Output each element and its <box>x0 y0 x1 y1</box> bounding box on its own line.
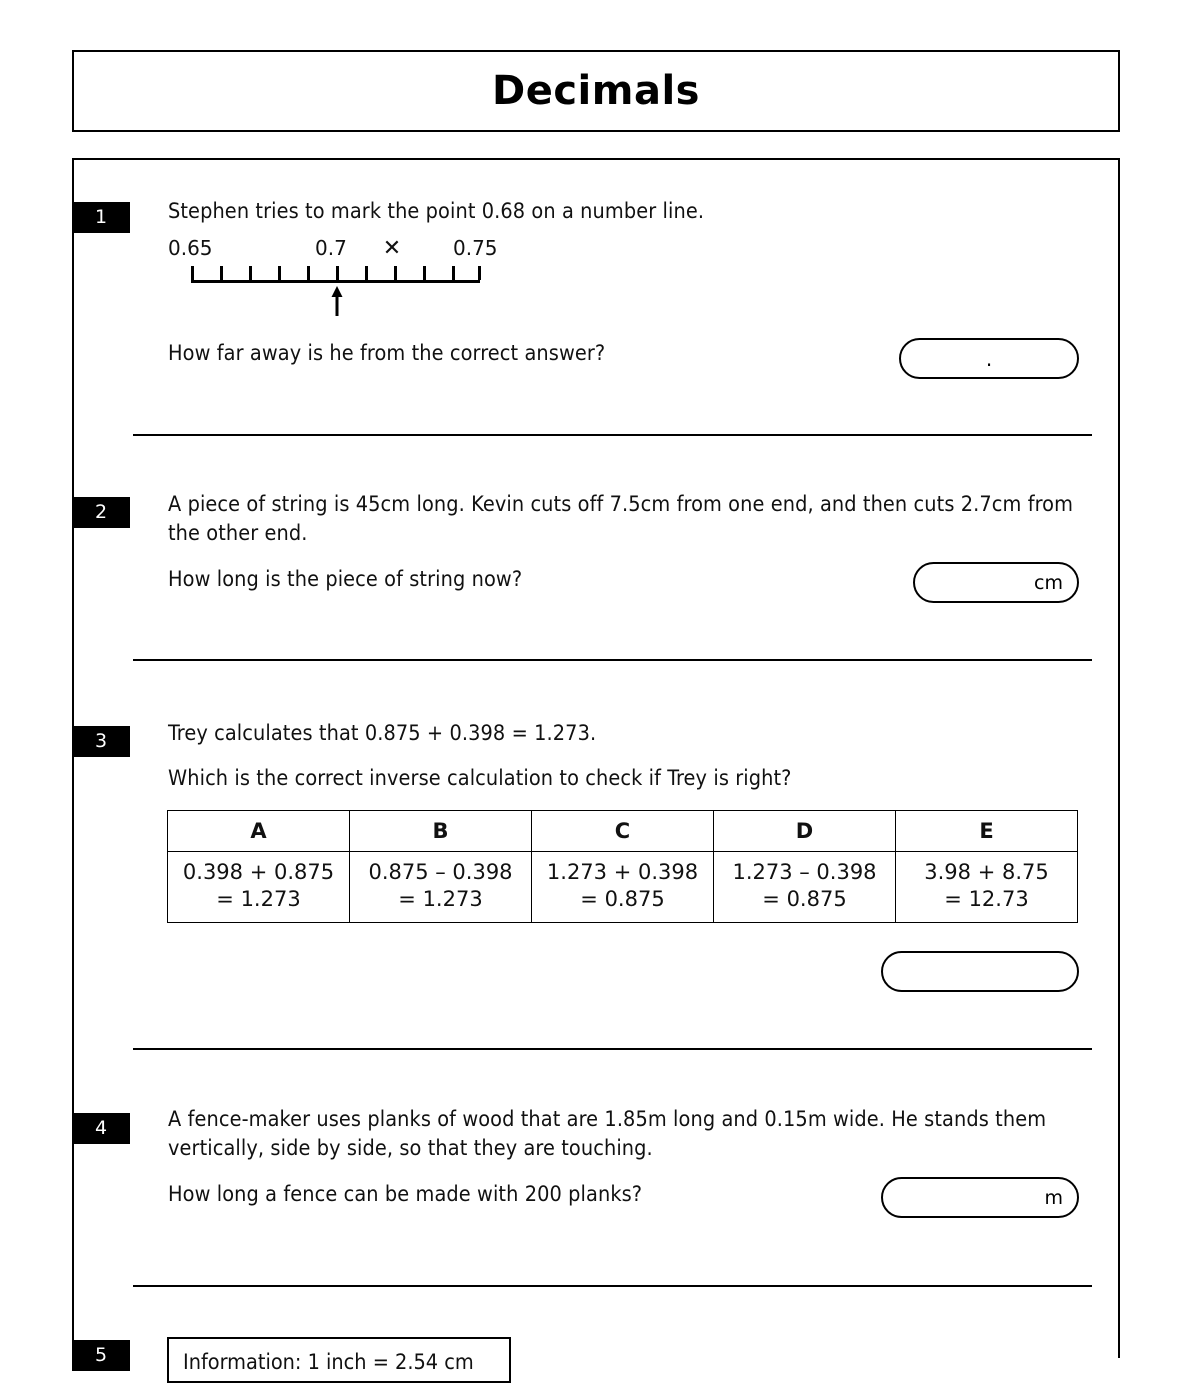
table-cell-option-d[interactable] <box>714 852 896 923</box>
table-cell-option-e[interactable] <box>896 852 1078 923</box>
number-line-tick-4 <box>307 266 310 280</box>
number-line-tick-1 <box>220 266 223 280</box>
question-number-badge-2: 2 <box>72 497 130 528</box>
option-d-line1: 1.273 – 0.398 <box>732 860 877 884</box>
question-subprompt-3: Which is the correct inverse calculation to check if Trey is right? <box>168 766 792 791</box>
number-line-tick-3 <box>278 266 281 280</box>
question-prompt-2: A piece of string is 45cm long. Kevin cuts off 7.5cm from one end, and then cuts 2.7cm from the other end. <box>168 492 1074 546</box>
number-line-tick-0 <box>191 266 194 280</box>
number-line-label-0: 0.65 <box>168 236 213 260</box>
question-separator-4 <box>133 1285 1092 1287</box>
question-separator-2 <box>133 659 1092 661</box>
option-c-line2: = 0.875 <box>580 887 665 911</box>
answer-box-1[interactable] <box>899 338 1079 379</box>
option-e-line2: = 12.73 <box>944 887 1029 911</box>
answer-box-2[interactable] <box>913 562 1079 603</box>
number-line-tick-8 <box>423 266 426 280</box>
number-line-pointer-arrow-icon <box>328 286 346 316</box>
question-number-badge-1: 1 <box>72 202 130 233</box>
table-header-b: B <box>350 811 532 852</box>
information-box-5 <box>167 1337 511 1383</box>
number-line-tick-7 <box>394 266 397 280</box>
information-text-5: Information: 1 inch = 2.54 cm <box>183 1350 474 1375</box>
table-header-c: C <box>532 811 714 852</box>
question-number-badge-4: 4 <box>72 1113 130 1144</box>
inverse-calculation-options-table <box>167 810 1078 923</box>
option-a-line2: = 1.273 <box>216 887 301 911</box>
table-header-e: E <box>896 811 1078 852</box>
table-cell-option-a[interactable] <box>168 852 350 923</box>
answer-box-4[interactable] <box>881 1177 1079 1218</box>
table-cell-option-b[interactable] <box>350 852 532 923</box>
table-header-row <box>168 811 1078 852</box>
question-subprompt-1: How far away is he from the correct answer? <box>168 341 606 366</box>
option-d-line2: = 0.875 <box>762 887 847 911</box>
answer-unit-4: m <box>1044 1186 1063 1209</box>
option-b-line1: 0.875 – 0.398 <box>368 860 513 884</box>
option-e-line1: 3.98 + 8.75 <box>924 860 1049 884</box>
question-prompt-3: Trey calculates that 0.875 + 0.398 = 1.273. <box>168 721 597 746</box>
number-line-diagram <box>168 236 508 316</box>
question-prompt-1: Stephen tries to mark the point 0.68 on a number line. <box>168 199 705 224</box>
answer-decimal-point-1: . <box>985 346 993 371</box>
answer-unit-2: cm <box>1034 571 1063 594</box>
question-number-badge-5: 5 <box>72 1340 130 1371</box>
page-title: Decimals <box>492 68 700 114</box>
number-line-axis <box>191 280 480 283</box>
question-separator-3 <box>133 1048 1092 1050</box>
option-b-line2: = 1.273 <box>398 887 483 911</box>
number-line-tick-5 <box>336 266 339 280</box>
number-line-tick-10 <box>478 266 481 280</box>
worksheet-title-box <box>72 50 1120 132</box>
question-prompt-4: A fence-maker uses planks of wood that are 1.85m long and 0.15m wide. He stands them vertically, side by side, so that they are touching. <box>168 1107 1047 1161</box>
question-subprompt-4: How long a fence can be made with 200 planks? <box>168 1182 643 1207</box>
number-line-tick-6 <box>365 266 368 280</box>
table-header-d: D <box>714 811 896 852</box>
question-subprompt-2: How long is the piece of string now? <box>168 567 523 592</box>
answer-box-3[interactable] <box>881 951 1079 992</box>
number-line-cross-mark: ✕ <box>382 236 402 261</box>
number-line-tick-9 <box>452 266 455 280</box>
option-a-line1: 0.398 + 0.875 <box>182 860 335 884</box>
table-row <box>168 852 1078 923</box>
table-cell-option-c[interactable] <box>532 852 714 923</box>
table-header-a: A <box>168 811 350 852</box>
question-separator-1 <box>133 434 1092 436</box>
number-line-label-2: 0.75 <box>453 236 498 260</box>
number-line-tick-2 <box>249 266 252 280</box>
question-number-badge-3: 3 <box>72 726 130 757</box>
option-c-line1: 1.273 + 0.398 <box>546 860 699 884</box>
number-line-label-1: 0.7 <box>315 236 347 260</box>
